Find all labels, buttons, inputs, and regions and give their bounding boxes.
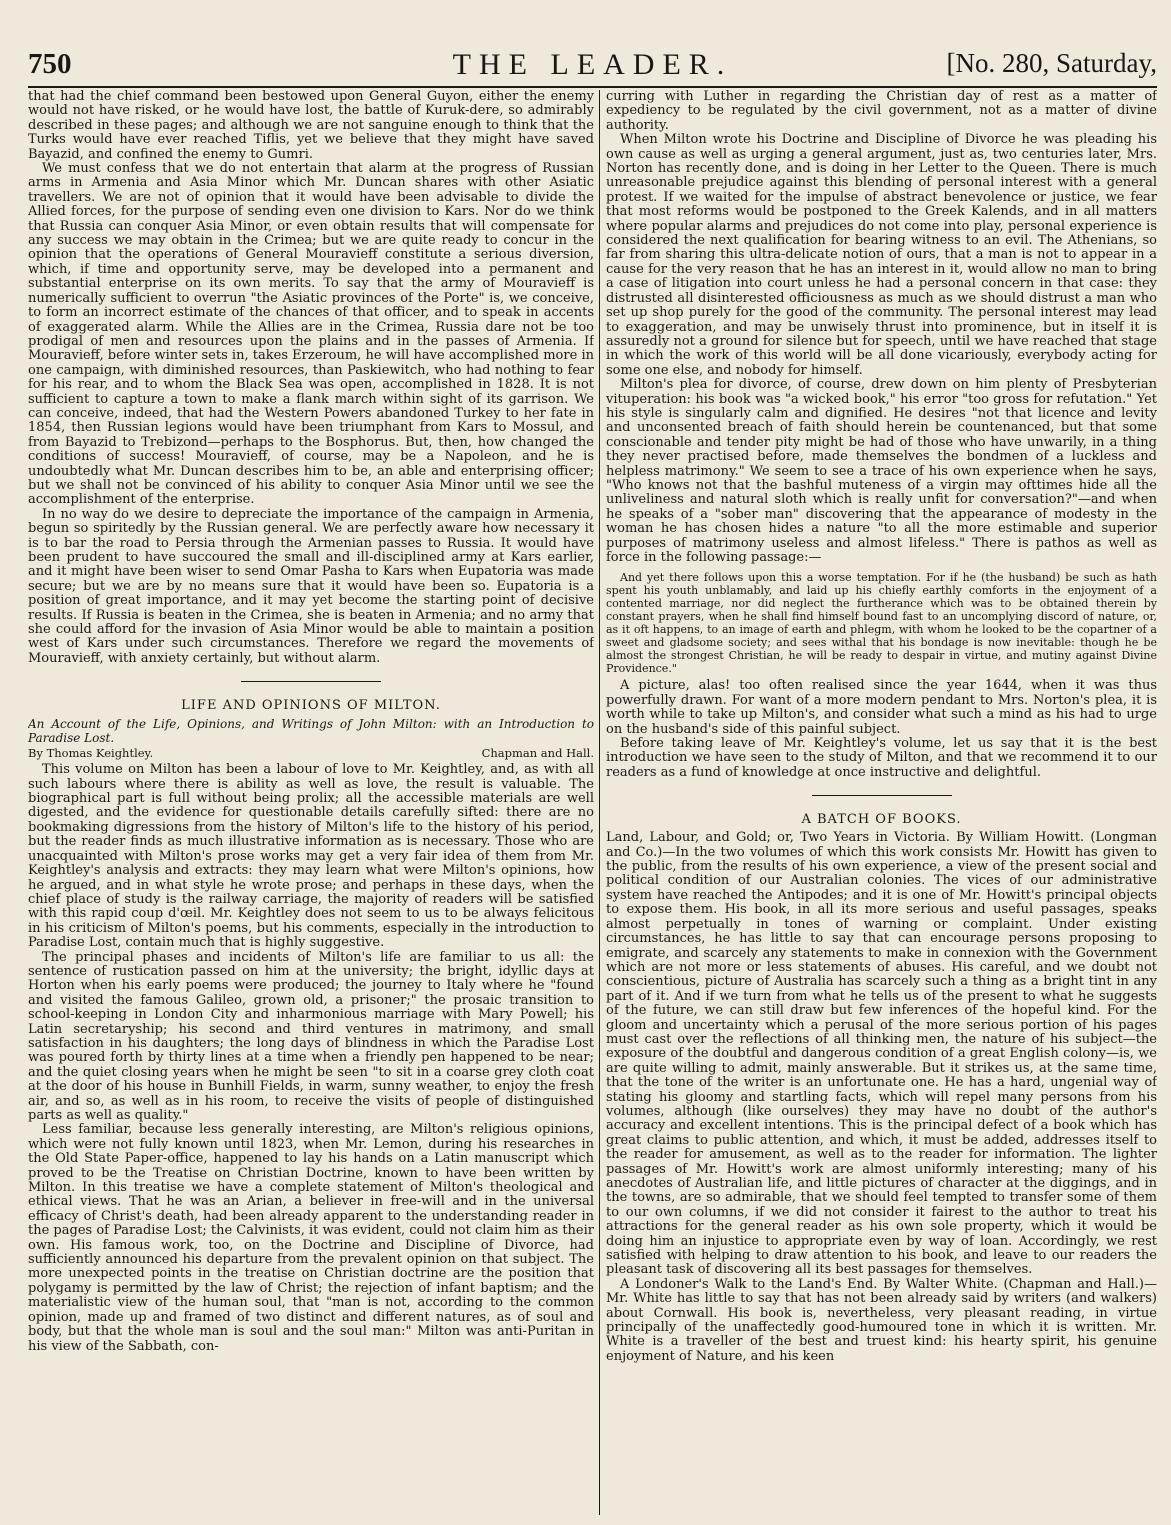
milton-quote: And yet there follows upon this a worse temptation. For if he (the husband) be such as hath spent his youth unblamably, and laid up his chiefly earthly comforts in the enjoyment of a contented marriage, nor did neglect the furtherance which was to be obtained therein by constant prayers, when he shall find himself bound fast to an uncomplying discord of nature, or, as it oft happens, to an image of earth and phlegm, with whom he looked to be the copartner of a sweet and gladsome society; and sees withal that his bondage is now inevitable: though he be almost the strongest Christian, he will be ready to despair in virtue, and mutiny against Divine Providence." (606, 571, 1157, 676)
review-paragraph: Land, Labour, and Gold; or, Two Years in Victoria. By William Howitt. (Longman and Co.)—In the two volumes of which this work consists Mr. Howitt has given to the public, from the results of his own experience, a view of the present social and political condition of our Australian colonies. The vices of our administrative system have reached the Antipodes; and it is one of Mr. Howitt's principal objects to expose them. His book, in all its more serious and useful passages, speaks almost perpetually in tones of warning or complaint. Under existing circumstances, he has little to say that can encourage persons proposing to emigrate, and scarcely any statements to make in connexion with the Government which are not more or less statements of abuses. His careful, and we doubt not conscientious, picture of Australia has scarcely such a thing as a bright tint in any part of it. And if we turn from what he tells us of the present to what he suggests of the future, we can still draw but few inferences of the hopeful kind. For the gloom and uncertainty which a perusal of the more serious portion of his pages must cast over the reflections of all thinking men, the nature of his subject—the exposure of the doubtful and dangerous condition of a great English colony—is, we are quite willing to admit, mainly answerable. But it strikes us, at the same time, that the tone of the writer is an unfortunate one. He has a hard, ungenial way of stating his gloomy and startling facts, which will repel many persons from his volumes, although (like ourselves) they may have no doubt of the author's accuracy and excellent intentions. This is the principal defect of a book which has great claims to public attention, and which, it must be added, addresses itself to the reader for amusement, as well as to the reader for information. The lighter passages of Mr. Howitt's work are almost uniformly interesting; many of his anecdotes of Australian life, and little pictures of character at the diggings, and in the towns, are so admirable, that we should feel tempted to transfer some of them to our own columns, if we did not consider it fairest to the author to treat his attractions for the general reader as his own sole property, which it would be doing him an injustice to appropriate even by way of loan. Accordingly, we rest satisfied with helping to draw attention to his book, and leave to our readers the pleasant task of discovering all its best passages for themselves. (606, 830, 1157, 1278)
review-paragraph: A Londoner's Walk to the Land's End. By Walter White. (Chapman and Hall.)—Mr. White has little to say that has not been already said by writers (and walkers) about Cornwall. His book is, nevertheless, very pleasant reading, in virtue principally of the unaffectedly good-humoured tone in which it is written. Mr. White is a traveller of the best and truest kind: his hearty spirit, his genuine enjoyment of Nature, and his keen (606, 1276, 1157, 1364)
paper-title: THE LEADER. (452, 48, 733, 81)
page-number: 750 (28, 48, 72, 80)
issue-info: [No. 280, Saturday, (946, 48, 1157, 78)
section-divider (241, 681, 381, 682)
article-paragraph: Less familiar, because less generally interesting, are Milton's religious opinions, which were not fully known until 1823, when Mr. Lemon, during his researches in the Old State Paper-office, happened to lay his hands on a Latin manuscript which proved to be the Treatise on Christian Doctrine, known to have been written by Milton. In this treatise we have a complete statement of Milton's theological and ethical views. That he was an Arian, a believer in free-will and in the universal efficacy of Christ's death, had been already apparent to the understanding reader in the pages of Paradise Lost; the Calvinists, it was evident, could not claim him as their own. His famous work, too, on the Doctrine and Discipline of Divorce, had sufficiently announced his departure from the prevalent opinion on that subject. The more unexpected points in the treatise on Christian doctrine are the position that polygamy is permitted by the law of Christ; the rejection of infant baptism; and the materialistic view of the human soul, that "man is not, according to the common opinion, made up and framed of two distinct and different natures, as of soul and body, but that the whole man is soul and the soul man:" Milton was anti-Puritan in his view of the Sabbath, con- (28, 1122, 594, 1354)
milton-heading: LIFE AND OPINIONS OF MILTON. (181, 698, 441, 714)
article-columns (28, 90, 1157, 1515)
article-paragraph: Before taking leave of Mr. Keightley's volume, let us say that it is the best introduction we have seen to the study of Milton, and that we recommend it to our readers as a fund of knowledge at once instructive and delightful. (606, 736, 1157, 780)
left-column (28, 90, 594, 1515)
milton-credit (28, 747, 594, 760)
article-paragraph: that had the chief command been bestowed upon General Guyon, either the enemy would not have risked, or he would have lost, the battle of Kuruk-dere, so admirably described in these pages; and although we are not sanguine enough to think that the Turks would have ever reached Tiflis, yet we believe that they might have saved Bayazid, and confined the enemy to Gumri. (28, 90, 594, 162)
milton-author: By Thomas Keightley. (28, 746, 154, 761)
batch-heading: A BATCH OF BOOKS. (801, 812, 962, 828)
right-column (606, 90, 1157, 1515)
column-divider (599, 90, 600, 1515)
article-paragraph: The principal phases and incidents of Milton's life are familiar to us all: the sentence of rustication passed on him at the university; the bright, idyllic days at Horton when his early poems were produced; the journey to Italy where he "found and visited the famous Galileo, grown old, a prisoner;" the prosaic transition to school-keeping in London City and inharmonious marriage with Mary Powell; his Latin secretaryship; his second and third ventures in matrimony, and small satisfaction in his daughters; the long days of blindness in which the Paradise Lost was poured forth by thirty lines at a time when a friendly pen happened to be near; and the quiet closing years when he might be seen "to sit in a coarse grey cloth coat at the door of his house in Bunhill Fields, in warm, sunny weather, to enjoy the fresh air, and so, as well as in his room, to receive the visits of people of distinguished parts as well as quality." (28, 949, 594, 1123)
masthead (28, 42, 1157, 88)
article-paragraph: Milton's plea for divorce, of course, drew down on him plenty of Presbyterian vituperation: his book was "a wicked book," his error "too gross for refutation." Yet his style is singularly calm and dignified. He desires "not that licence and levity and unconsented breach of faith should herein be countenanced, but that some conscionable and tender pity might be had of those who have unwarily, in a thing they never practised before, made themselves the bondmen of a luckless and helpless matrimony." We seem to see a trace of his own experience when he says, "Who knows not that the bashful muteness of a virgin may ofttimes hide all the unliveliness and natural sloth which is really unfit for conversation?"—and when he speaks of a "sober man" discovering that the appearance of modesty in the woman he has chosen hides a nature "to all the more estimable and superior purposes of matrimony useless and almost lifeless." There is pathos as well as force in the following passage:— (606, 377, 1157, 565)
milton-subtitle: An Account of the Life, Opinions, and Writings of John Milton: with an Introduction to Paradise Lost. (28, 717, 594, 746)
article-paragraph: A picture, alas! too often realised since the year 1644, when it was thus powerfully drawn. For want of a more modern pendant to Mrs. Norton's plea, it is worth while to take up Milton's, and consider what such a mind as his had to urge on the husband's side of this painful subject. (606, 678, 1157, 737)
article-paragraph: curring with Luther in regarding the Christian day of rest as a matter of expediency to be regulated by the civil government, not as a matter of divine authority. (606, 90, 1157, 133)
article-paragraph: We must confess that we do not entertain that alarm at the progress of Russian arms in Armenia and Asia Minor which Mr. Duncan shares with other Asiatic travellers. We are not of opinion that it would have been advisable to divide the Allied forces, for the purpose of sending even one division to Kars. Nor do we think that Russia can conquer Asia Minor, or even obtain results that will compensate for any success we may obtain in the Crimea; but we are quite ready to concur in the opinion that the operations of General Mouravieff constitute a serious diversion, which, if time and opportunity serve, may be developed into a permanent and substantial enterprise on its own merits. To say that the army of Mouravieff is numerically sufficient to overrun "the Asiatic provinces of the Porte" is, we conceive, to form an incorrect estimate of the chances of that officer, and to speak in accents of exaggerated alarm. While the Allies are in the Crimea, Russia dare not be too prodigal of men and resources upon the plains and in the passes of Armenia. If Mouravieff, before winter sets in, takes Erzeroum, he will have accomplished more in one campaign, with diminished resources, than Paskiewitch, who had nothing to fear for his rear, and to whom the Black Sea was open, accomplished in 1828. It is not sufficient to capture a town to make a flank march within sight of its garrison. We can conceive, indeed, that had the Western Powers abandoned Turkey to her fate in 1854, then Russian legions would have been triumphant from Kars to Mossul, and from Bayazid to Trebizond—perhaps to the Bosphorus. But, then, how changed the conditions of success! Mouravieff, of course, may be a Napoleon, and he is undoubtedly what Mr. Duncan describes him to be, an able and enterprising officer; but we shall not be convinced of his ability to conquer Asia Minor until we see the accomplishment of the enterprise. (28, 161, 594, 508)
article-paragraph: In no way do we desire to depreciate the importance of the campaign in Armenia, begun so spiritedly by the Russian general. We are perfectly aware how necessary it is to bar the road to Persia through the Armenian passes to Russia. It would have been prudent to have succoured the small and ill-disciplined army at Kars earlier, and it might have been wiser to send Omar Pasha to Kars when Eupatoria was made secure; but we are by no means sure that it would have been so. Eupatoria is a position of great importance, and it may yet become the starting point of decisive results. If Russia is beaten in the Crimea, she is beaten in Armenia; and no army that she could afford for the invasion of Asia Minor would be able to maintain a position west of Kars under such circumstances. Therefore we regard the movements of Mouravieff, with anxiety certainly, but without alarm. (28, 506, 594, 666)
milton-publisher: Chapman and Hall. (481, 746, 594, 761)
section-divider (812, 795, 952, 796)
article-paragraph: This volume on Milton has been a labour of love to Mr. Keightley, and, as with all such labours where there is ability as well as love, the result is valuable. The biographical part is full without being prolix; all the accessible materials are well digested, and the evidence for questionable details carefully sifted: there are no bookmaking digressions from the history of Milton's life to the history of his period, but the reader finds as much illustrative information as is necessary. Those who are unacquainted with Milton's prose works may get a very fair idea of them from Mr. Keightley's analysis and extracts: they may learn what were Milton's opinions, how he argued, and in what style he wrote prose; and perhaps in these days, when the chief place of study is the railway carriage, the majority of readers will be satisfied with this rapid coup d'œil. Mr. Keightley does not seem to us to be always felicitous in his criticism of Milton's poems, but his comments, especially in the introduction to Paradise Lost, contain much that is highly suggestive. (28, 762, 594, 951)
article-paragraph: When Milton wrote his Doctrine and Discipline of Divorce he was pleading his own cause as well as urging a general argument, just as, two centuries later, Mrs. Norton has recently done, and is doing in her Letter to the Queen. There is much unreasonable prejudice against this blending of personal interest with a general protest. If we waited for the impulse of abstract benevolence or justice, we fear that most reforms would be postponed to the Greek Kalends, and in all matters where popular alarms and prejudices do not come into play, personal experience is considered the next qualification for bearing witness to an evil. The Athenians, so far from sharing this ultra-delicate notion of ours, that a man is not to appear in a cause for the very reason that he has an interest in it, would allow no man to bring a case of litigation into court unless he had a personal concern in that case: they distrusted all disinterested officiousness as much as we should distrust a man who set up shop purely for the good of the community. The personal interest may lead to exaggeration, and may be unwisely thrust into prominence, but in itself it is assuredly not a ground for silence but for speech, until we have reached that stage in which the work of this world will be all done vicariously, everybody acting for some one else, and nobody for himself. (606, 132, 1157, 378)
